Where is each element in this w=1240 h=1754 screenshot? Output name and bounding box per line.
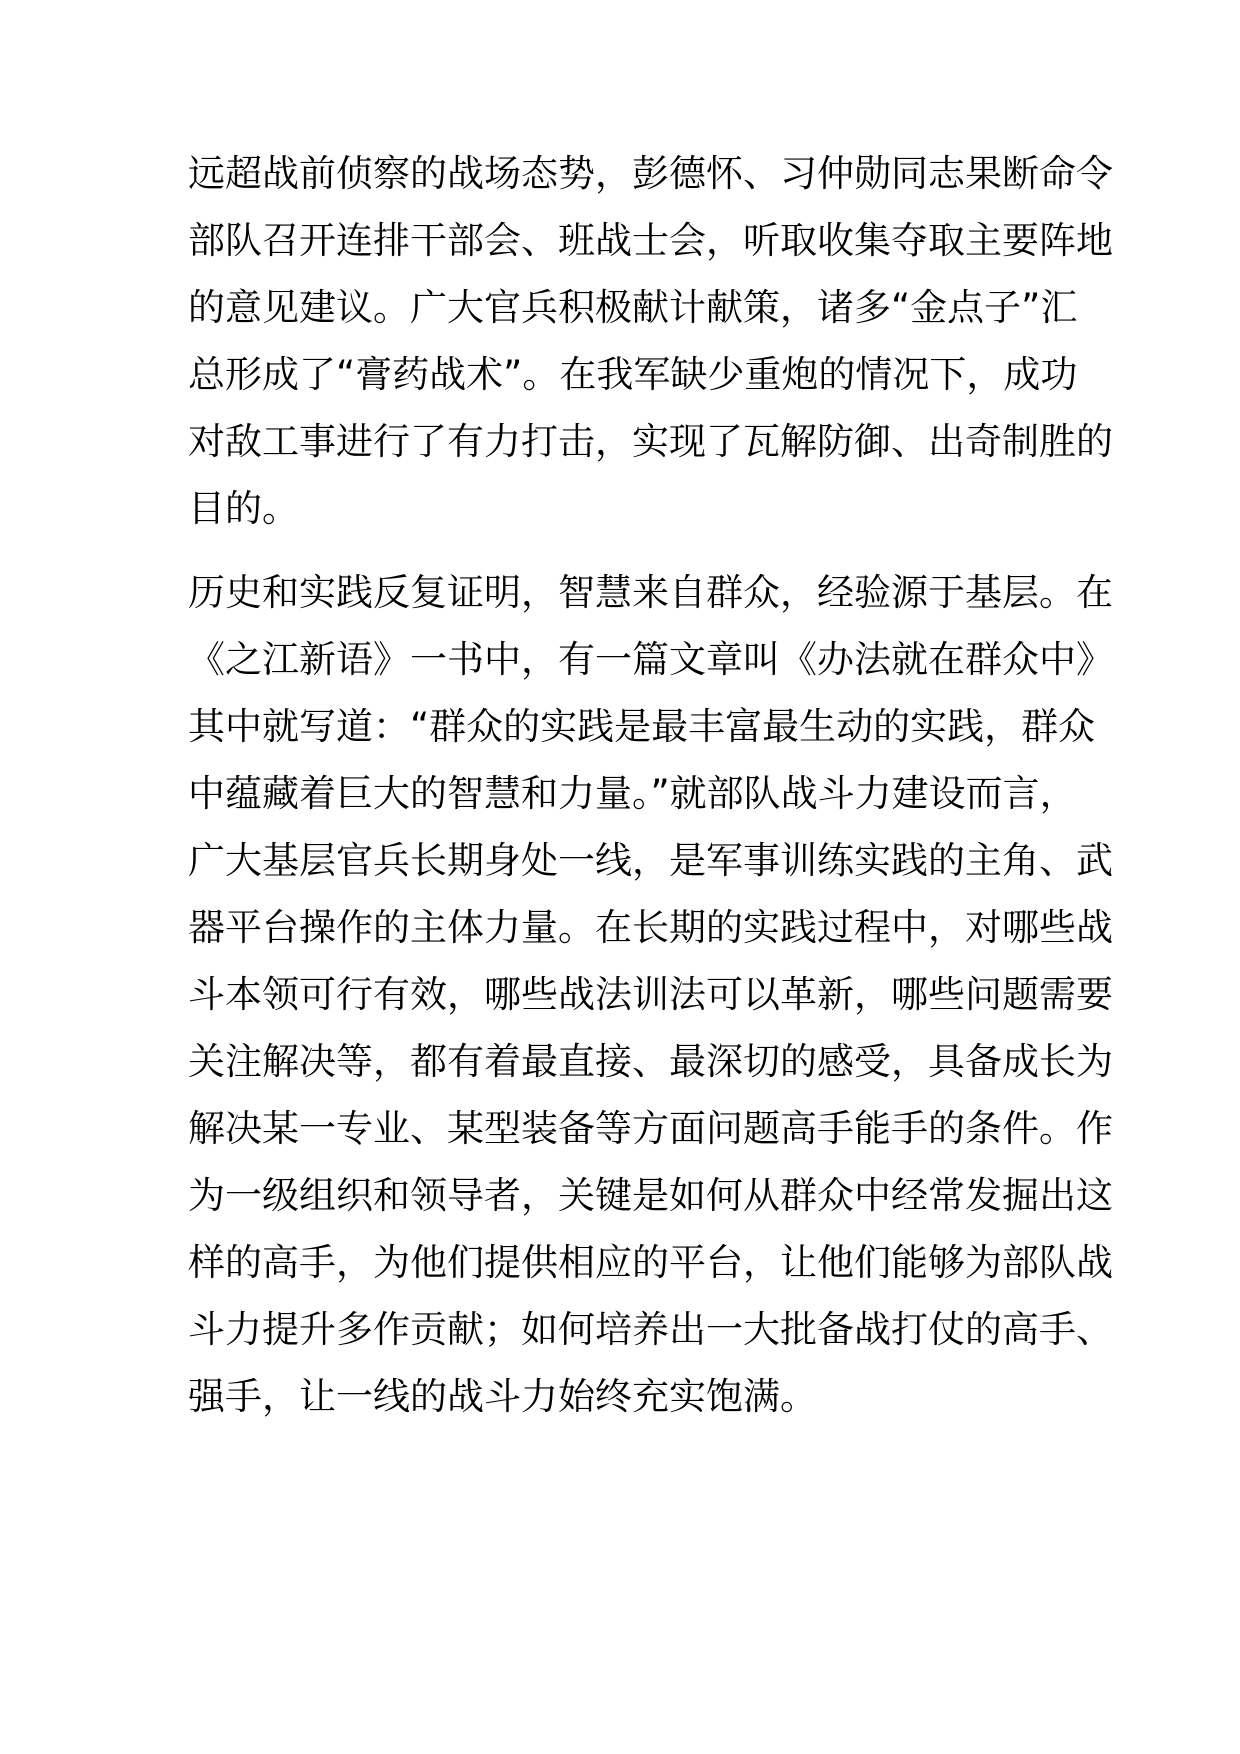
paragraph-line: 对敌工事进行了有力打击，实现了瓦解防御、出奇制胜的 (188, 420, 1113, 463)
paragraph-line: 强手，让一线的战斗力始终充实饱满。 (188, 1375, 817, 1418)
paragraph-line: 目的。 (188, 487, 299, 530)
paragraph-line: 的意见建议。广大官兵积极献计献策，诸多“金点子”汇 (188, 286, 1078, 329)
paragraph-line: 《之江新语》一书中，有一篇文章叫《办法就在群众中》 (188, 638, 1113, 681)
paragraph-line: 总形成了“膏药战术”。在我军缺少重炮的情况下，成功 (188, 353, 1078, 396)
paragraph-line: 历史和实践反复证明，智慧来自群众，经验源于基层。在 (188, 571, 1113, 614)
paragraph-line: 关注解决等，都有着最直接、最深切的感受，具备成长为 (188, 1040, 1113, 1083)
paragraph-line: 部队召开连排干部会、班战士会，听取收集夺取主要阵地 (188, 219, 1113, 262)
paragraph-line: 斗本领可行有效，哪些战法训法可以革新，哪些问题需要 (188, 973, 1113, 1016)
paragraph-line: 样的高手，为他们提供相应的平台，让他们能够为部队战 (188, 1241, 1113, 1284)
paragraph-line: 广大基层官兵长期身处一线，是军事训练实践的主角、武 (188, 839, 1113, 882)
paragraph-line: 斗力提升多作贡献；如何培养出一大批备战打仗的高手、 (188, 1308, 1113, 1351)
paragraph-line: 器平台操作的主体力量。在长期的实践过程中，对哪些战 (188, 906, 1113, 949)
paragraph-line: 解决某一专业、某型装备等方面问题高手能手的条件。作 (188, 1107, 1113, 1150)
paragraph-line: 其中就写道：“群众的实践是最丰富最生动的实践，群众 (188, 705, 1096, 748)
paragraph-line: 为一级组织和领导者，关键是如何从群众中经常发掘出这 (188, 1174, 1113, 1217)
paragraph-line: 远超战前侦察的战场态势，彭德怀、习仲勋同志果断命令 (188, 152, 1113, 195)
paragraph-line: 中蕴藏着巨大的智慧和力量。”就部队战斗力建设而言， (188, 772, 1077, 815)
